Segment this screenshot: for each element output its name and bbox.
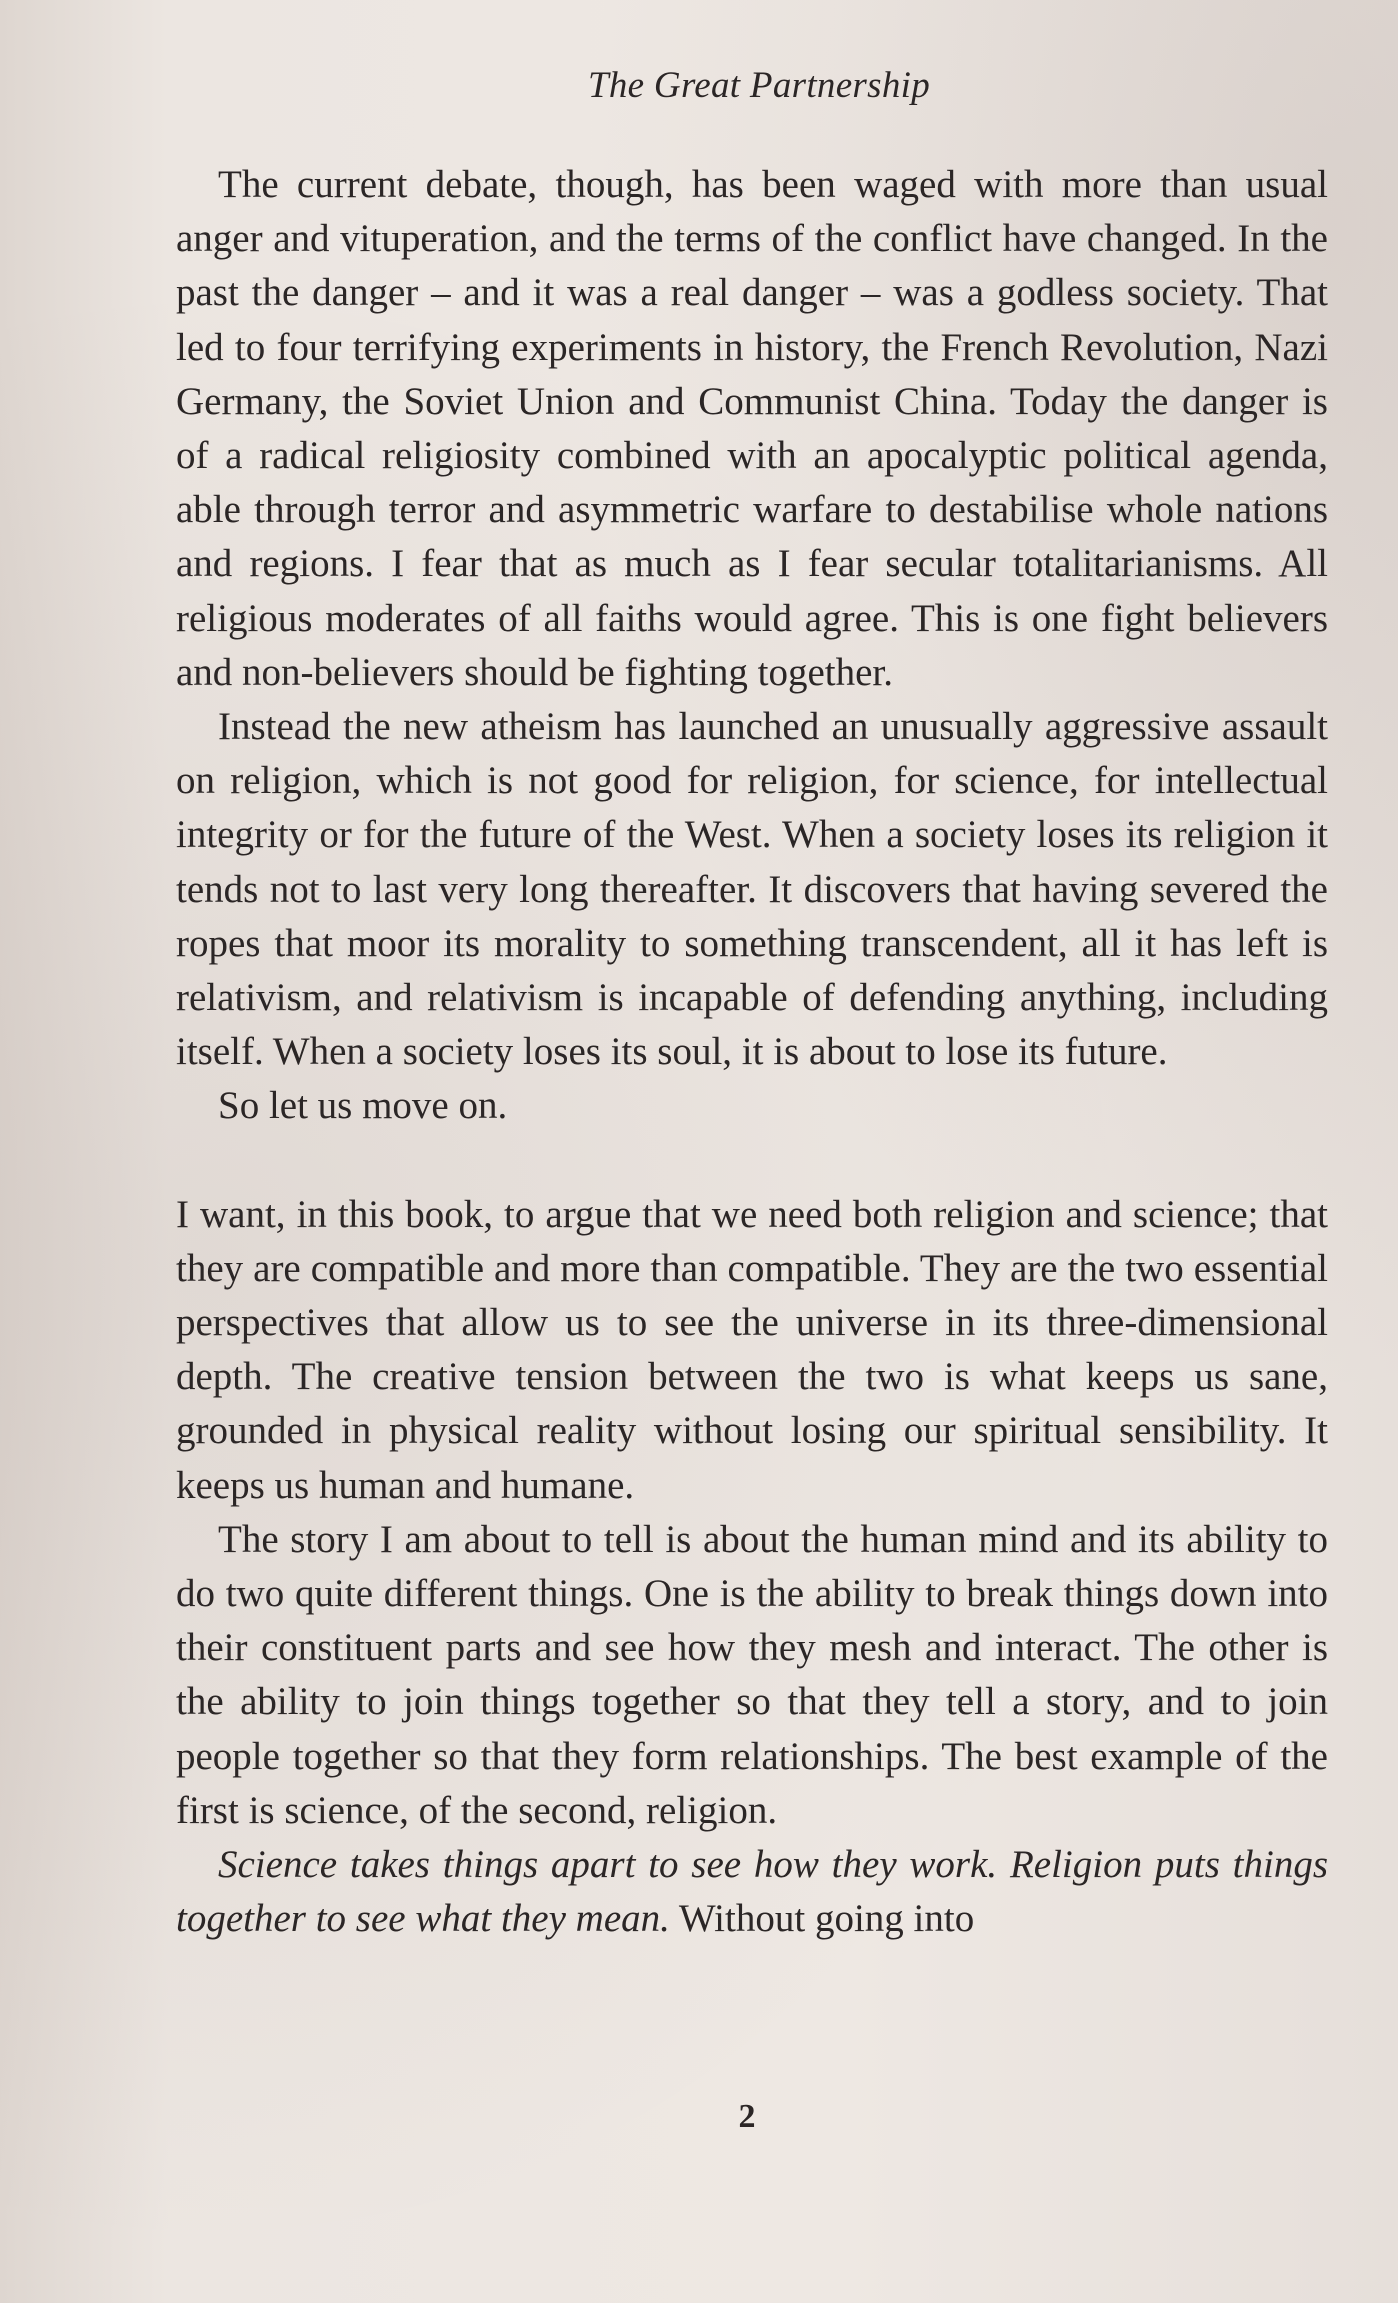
running-head: The Great Partnership	[587, 65, 931, 106]
paragraph-6-italic: Science takes things apart to see how they work. Religion puts things together to see what they mean.	[176, 1843, 1328, 1941]
paragraph-1: The current debate, though, has been waged with more than usual anger and vituperation, and the terms of the conflict have changed. In the past the danger – and it was a real danger – was a godless society. That led to four terrifying experiments in history, the French Revolution, Nazi Germany, the Soviet Union and Communist China. Today the danger is of a radical religiosity combined with an apocalyptic political agenda, able through terror and asymmetric warfare to destabilise whole nations and regions. I fear that as much as I fear secular totalitarianisms. All religious moderates of all faiths would agree. This is one fight believers and non-believers should be fighting together.	[176, 163, 1328, 694]
paragraph-5: The story I am about to tell is about the human mind and its ability to do two quite different things. One is the ability to break things down into their constituent parts and see how they mesh and interact. The other is the ability to join things together so that they tell a story, and to join people together so that they form relationships. The best example of the first is science, of the second, religion.	[176, 1517, 1328, 1832]
paragraph-6	[176, 1838, 1328, 1946]
paragraph-3: So let us move on.	[218, 1084, 508, 1128]
body-text	[176, 158, 1328, 1947]
paragraph-2: Instead the new atheism has launched an unusually aggressive assault on religion, which is not good for religion, for science, for intellectual integrity or for the future of the West. When a society loses its religion it tends not to last very long thereafter. It discovers that having severed the ropes that moor its morality to something transcendent, all it has left is relativism, and relativism is incapable of defending anything, including itself. When a society loses its soul, it is about to lose its future.	[176, 705, 1328, 1074]
paragraph-4: I want, in this book, to argue that we need both religion and science; that they are compatible and more than compatible. They are the two essential perspectives that allow us to see the universe in its three-dimensional depth. The creative tension between the two is what keeps us sane, grounded in physical reality without losing our spiritual sensibility. It keeps us human and humane.	[176, 1192, 1328, 1507]
page-number: 2	[738, 2098, 756, 2135]
paragraph-6-rest: Without going into	[669, 1897, 975, 1941]
